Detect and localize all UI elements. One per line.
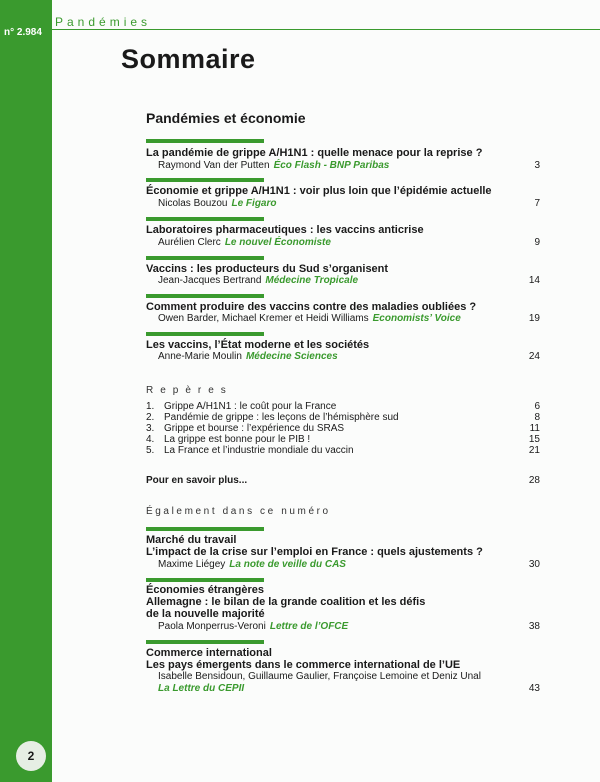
article-source: Éco Flash - BNP Paribas xyxy=(273,160,390,171)
article-rule xyxy=(146,640,264,644)
article-rule xyxy=(146,294,264,298)
article-rule xyxy=(146,217,264,221)
reperes-page: 6 xyxy=(534,401,540,412)
article-rule xyxy=(146,256,264,260)
reperes-page: 11 xyxy=(529,423,540,434)
reperes-page: 8 xyxy=(534,412,540,423)
reperes-item[interactable] xyxy=(146,445,354,456)
egalement-heading: Également dans ce numéro xyxy=(146,506,331,517)
reperes-text: Grippe A/H1N1 : le coût pour la France xyxy=(164,401,337,412)
article-title[interactable]: Vaccins : les producteurs du Sud s’organisent xyxy=(146,263,389,275)
article-title-line2[interactable]: de la nouvelle majorité xyxy=(146,608,265,620)
reperes-page: 21 xyxy=(528,445,540,456)
article-source: Le Figaro xyxy=(231,198,277,209)
article-source: Lettre de l’OFCE xyxy=(269,621,349,632)
article-byline xyxy=(158,351,338,362)
running-head: Pandémies xyxy=(55,15,152,29)
article-author: Jean-Jacques Bertrand xyxy=(158,275,262,286)
article-rule xyxy=(146,139,264,143)
issue-number: n° 2.984 xyxy=(4,27,42,38)
article-source: La note de veille du CAS xyxy=(229,559,346,570)
page-number-badge: 2 xyxy=(16,741,46,771)
article-byline xyxy=(158,160,389,171)
page-title: Sommaire xyxy=(121,44,256,74)
article-byline xyxy=(158,198,277,209)
article-byline xyxy=(158,237,331,248)
article-title[interactable]: Les vaccins, l’État moderne et les sociétés xyxy=(146,339,370,351)
article-source: Economists’ Voice xyxy=(372,313,461,324)
article-source-line xyxy=(158,683,244,694)
article-byline xyxy=(158,559,346,570)
article-source: Le nouvel Économiste xyxy=(224,237,331,248)
article-author: Isabelle Bensidoun, Guillaume Gaulier, Françoise Lemoine et Deniz Unal xyxy=(158,671,481,682)
article-page: 38 xyxy=(528,621,540,632)
article-page: 19 xyxy=(528,313,540,324)
reperes-item[interactable] xyxy=(146,423,344,434)
reperes-num: 4. xyxy=(146,434,155,445)
reperes-heading: Repères xyxy=(146,385,233,396)
rubric-label: Commerce international xyxy=(146,647,272,659)
article-title[interactable]: Les pays émergents dans le commerce international de l’UE xyxy=(146,659,461,671)
pour-en-savoir-link[interactable]: Pour en savoir plus... xyxy=(146,475,248,486)
article-rule xyxy=(146,527,264,531)
reperes-page: 15 xyxy=(528,434,540,445)
article-byline xyxy=(158,621,348,632)
article-byline xyxy=(158,275,358,286)
article-author: Aurélien Clerc xyxy=(158,237,221,248)
article-page: 7 xyxy=(534,198,540,209)
reperes-text: La grippe est bonne pour le PIB ! xyxy=(164,434,311,445)
article-author: Paola Monperrus-Veroni xyxy=(158,621,266,632)
reperes-item[interactable] xyxy=(146,412,399,423)
reperes-text: Grippe et bourse : l’expérience du SRAS xyxy=(164,423,345,434)
article-author: Maxime Liégey xyxy=(158,559,226,570)
section-heading: Pandémies et économie xyxy=(146,110,306,126)
reperes-item[interactable] xyxy=(146,401,336,412)
article-source: Médecine Sciences xyxy=(245,351,338,362)
article-source: La Lettre du CEPII xyxy=(158,683,245,694)
article-author: Anne-Marie Moulin xyxy=(158,351,242,362)
article-page: 24 xyxy=(528,351,540,362)
reperes-num: 5. xyxy=(146,445,155,456)
reperes-num: 2. xyxy=(146,412,155,423)
reperes-num: 1. xyxy=(146,401,155,412)
article-rule xyxy=(146,578,264,582)
article-page: 3 xyxy=(534,160,540,171)
reperes-item[interactable] xyxy=(146,434,310,445)
article-title[interactable]: Comment produire des vaccins contre des maladies oubliées ? xyxy=(146,301,477,313)
article-author: Owen Barder, Michael Kremer et Heidi Williams xyxy=(158,313,369,324)
article-author: Raymond Van der Putten xyxy=(158,160,270,171)
article-title[interactable]: Économie et grippe A/H1N1 : voir plus loin que l’épidémie actuelle xyxy=(146,185,492,197)
article-title[interactable]: Laboratoires pharmaceutiques : les vaccins anticrise xyxy=(146,224,424,236)
pour-en-savoir-page: 28 xyxy=(528,475,540,486)
article-title[interactable]: L’impact de la crise sur l’emploi en France : quels ajustements ? xyxy=(146,546,483,558)
article-page: 9 xyxy=(534,237,540,248)
article-author: Nicolas Bouzou xyxy=(158,198,228,209)
article-rule xyxy=(146,332,264,336)
reperes-text: Pandémie de grippe : les leçons de l’hémisphère sud xyxy=(164,412,399,423)
header-rule xyxy=(52,29,600,30)
rubric-label: Marché du travail xyxy=(146,534,237,546)
article-page: 43 xyxy=(528,683,540,694)
reperes-num: 3. xyxy=(146,423,155,434)
article-page: 14 xyxy=(528,275,540,286)
sidebar-band xyxy=(0,0,52,782)
reperes-text: La France et l’industrie mondiale du vaccin xyxy=(164,445,354,456)
rubric-label: Économies étrangères xyxy=(146,584,264,596)
article-source: Médecine Tropicale xyxy=(265,275,359,286)
article-title[interactable]: Allemagne : le bilan de la grande coalition et les défis xyxy=(146,596,426,608)
article-byline xyxy=(158,313,461,324)
article-title[interactable]: La pandémie de grippe A/H1N1 : quelle menace pour la reprise ? xyxy=(146,147,483,159)
article-rule xyxy=(146,178,264,182)
article-page: 30 xyxy=(528,559,540,570)
